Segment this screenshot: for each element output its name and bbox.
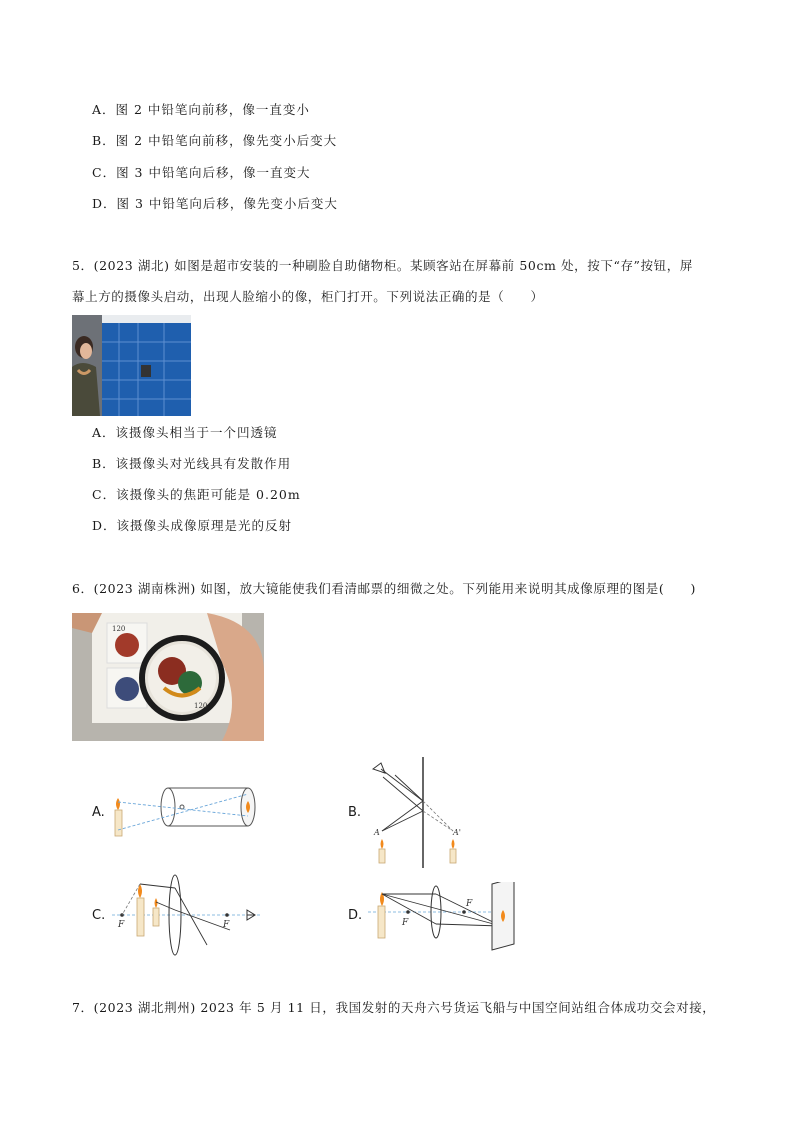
focal-point-right: F	[223, 920, 230, 930]
q5-stem-line2: 幕上方的摄像头启动，出现人脸缩小的像，柜门打开。下列说法正确的是（ ）	[72, 289, 544, 304]
point-a: A	[374, 828, 380, 837]
q7-stem: 7．(2023 湖北荆州) 2023 年 5 月 11 日，我国发射的天舟六号货运飞船与中国空间站组合体成功交会对接，	[72, 1000, 716, 1015]
convex-lens-magnifier-diagram	[112, 870, 262, 960]
focal-point-left: F	[118, 920, 125, 930]
convex-lens-screen-diagram	[368, 882, 520, 952]
q4-option-a: A．图 2 中铅笔向前移，像一直变小	[92, 102, 310, 117]
q5-option-b: B．该摄像头对光线具有发散作用	[92, 456, 292, 471]
stamp-value-top: 120	[112, 625, 126, 633]
q4-option-d: D．图 3 中铅笔向后移，像先变小后变大	[92, 196, 338, 211]
pinhole-camera-diagram	[108, 780, 263, 838]
q5-option-c: C．该摄像头的焦距可能是 0.20m	[92, 487, 301, 502]
option-d-label: D.	[348, 908, 363, 923]
q5-stem-line1: 5．(2023 湖北) 如图是超市安装的一种刷脸自助储物柜。某顾客站在屏幕前 50cm 处，按下“存”按钮，屏	[72, 258, 693, 273]
q5-option-a: A．该摄像头相当于一个凹透镜	[92, 425, 278, 440]
option-a-label: A.	[92, 805, 105, 820]
stamp-value-bottom: 120	[194, 702, 208, 710]
q5-option-d: D．该摄像头成像原理是光的反射	[92, 518, 293, 533]
option-c-label: C.	[92, 908, 106, 923]
magnifier-stamp-photo	[72, 613, 264, 741]
focal-point-d-top: F	[466, 899, 473, 909]
q4-option-c: C．图 3 中铅笔向后移，像一直变大	[92, 165, 311, 180]
option-b-label: B.	[348, 805, 362, 820]
point-a-prime: A'	[453, 828, 461, 837]
q6-stem: 6．(2023 湖南株洲) 如图，放大镜能使我们看清邮票的细微之处。下列能用来说明其成像原理的图是( )	[72, 581, 697, 596]
locker-photo	[72, 315, 191, 416]
plane-mirror-diagram	[365, 755, 475, 868]
q4-option-b: B．图 2 中铅笔向前移，像先变小后变大	[92, 133, 338, 148]
focal-point-d-left: F	[402, 918, 409, 928]
